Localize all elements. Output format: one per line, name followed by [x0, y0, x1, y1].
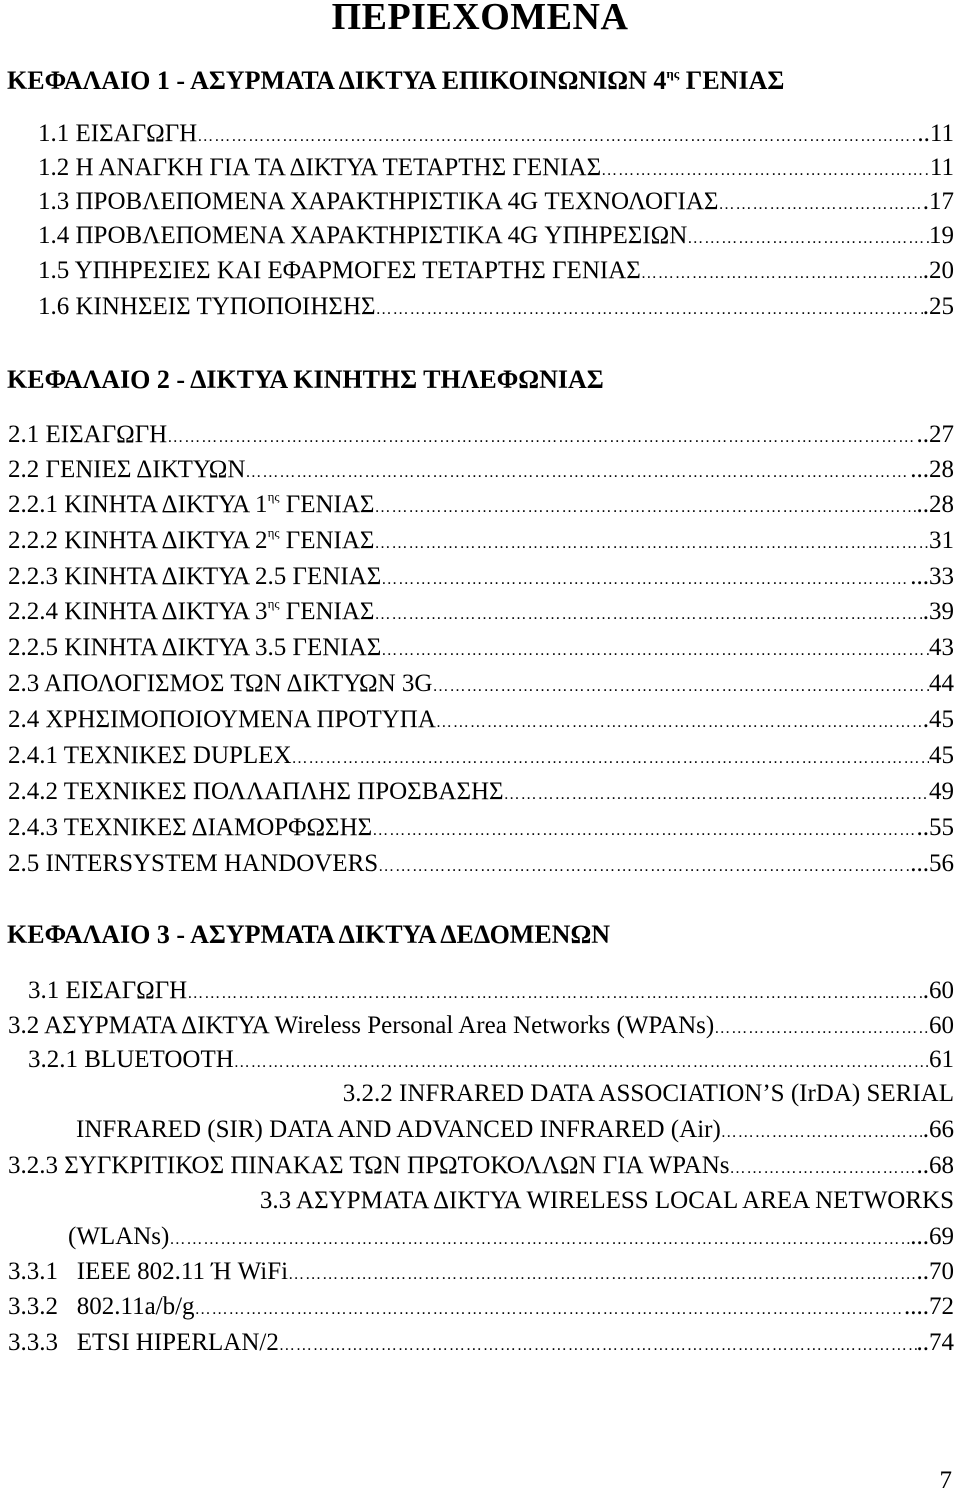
toc-entry[interactable]: 2.4.3 ΤΕΧΝΙΚΕΣ ΔΙΑΜΟΡΦΩΣΗΣ ………………………………………………………………………………………………………………………………………………… ..55 — [8, 813, 954, 843]
toc-entry[interactable]: 3.2.3 ΣΥΓΚΡΙΤΙΚΟΣ ΠΙΝΑΚΑΣ ΤΩΝ ΠΡΩΤΟΚΟΛΛΩΝ ΓΙΑ WPANs ………………………………………………………………………………………………………………………………………………… ..68 — [8, 1151, 954, 1181]
dot-leader — [721, 1118, 923, 1148]
dot-leader — [381, 565, 910, 595]
dot-leader — [714, 1014, 929, 1044]
dot-leader — [504, 780, 929, 810]
toc-entry[interactable]: 2.4 ΧΡΗΣΙΜΟΠΟΙΟΥΜΕΝΑ ΠΡΟΤΥΠΑ ………………………………………………………………………………………………………………………………………………… .45 — [8, 705, 954, 735]
dot-leader — [234, 1048, 929, 1078]
dot-leader — [374, 600, 922, 630]
toc-entry[interactable]: 3.3.3 ETSI HIPERLAN/2 ………………………………………………………………………………………………………………………………………………… ..74 — [8, 1328, 954, 1358]
dot-leader — [436, 708, 923, 738]
toc-entry[interactable]: 2.2 ΓΕΝΙΕΣ ΔΙΚΤΥΩΝ ………………………………………………………………………………………………………………………………………………… ...28 — [8, 455, 954, 485]
toc-entry[interactable]: 2.2.1 ΚΙΝΗΤΑ ΔΙΚΤΥΑ $1^{\eta\varsigma}$ ΓΕΝΙΑΣ ………………………………………………………………………………………………………………………………………………… ..28 — [8, 490, 954, 520]
dot-leader — [718, 190, 922, 220]
dot-leader — [288, 1260, 916, 1290]
dot-leader — [279, 1331, 917, 1361]
dot-leader — [378, 852, 910, 882]
toc-entry[interactable]: 2.4.1 ΤΕΧΝΙΚΕΣ DUPLEX ………………………………………………………………………………………………………………………………………………… 45 — [8, 741, 954, 771]
toc-entry[interactable]: 2.2.5 ΚΙΝΗΤΑ ΔΙΚΤΥΑ 3.5 ΓΕΝΙΑΣ ………………………………………………………………………………………………………………………………………………… 43 — [8, 633, 954, 663]
dot-leader — [730, 1154, 917, 1184]
dot-leader — [381, 636, 929, 666]
dot-leader — [372, 816, 916, 846]
dot-leader — [167, 423, 916, 453]
dot-leader — [187, 979, 923, 1009]
dot-leader — [376, 295, 923, 325]
toc-entry[interactable]: 3.2 ΑΣΥΡΜΑΤΑ ΔΙΚΤΥΑ Wireless Personal Area Networks (WPANs) ………………………………………………………………………………………………………………………………………………… 60 — [8, 1011, 954, 1041]
dot-leader — [601, 156, 930, 186]
toc-entry[interactable]: 1.3 ΠΡΟΒΛΕΠΟΜΕΝΑ ΧΑΡΑΚΤΗΡΙΣΤΙΚΑ 4G ΤΕΧΝΟΛΟΓΙΑΣ ………………………………………………………………………………………………………………………………………………… .17 — [38, 187, 954, 217]
page-title: ΠΕΡΙΕΧΟΜΕΝΑ — [331, 0, 629, 38]
dot-leader — [245, 458, 910, 488]
dot-leader — [432, 672, 929, 702]
toc-entry[interactable]: 3.3.2 802.11a/b/g ………………………………………………………………………………………………………………………………………………… ....72 — [8, 1292, 954, 1322]
toc-entry[interactable]: 2.1 ΕΙΣΑΓΩΓΗ ………………………………………………………………………………………………………………………………………………… ..27 — [8, 420, 954, 450]
toc-entry[interactable]: 2.3 ΑΠΟΛΟΓΙΣΜΟΣ ΤΩΝ ΔΙΚΤΥΩΝ 3G ………………………………………………………………………………………………………………………………………………… 44 — [8, 669, 954, 699]
toc-entry[interactable]: 1.6 ΚΙΝΗΣΕΙΣ ΤΥΠΟΠΟΙΗΣΗΣ ………………………………………………………………………………………………………………………………………………… .25 — [38, 292, 954, 322]
dot-leader — [687, 224, 929, 254]
toc-entry-wrapped-line[interactable]: 3.2.2 INFRARED DATA ASSOCIATION’S (IrDA) SERIAL — [342, 1080, 954, 1107]
chapter-heading-3: ΚΕΦΑΛΑΙΟ 3 - ΑΣΥΡΜΑΤΑ ΔΙΚΤΥΑ ΔΕΔΟΜΕΝΩΝ — [7, 920, 611, 949]
toc-entry[interactable]: 2.2.4 ΚΙΝΗΤΑ ΔΙΚΤΥΑ $3^{\eta\varsigma}$ ΓΕΝΙΑΣ ………………………………………………………………………………………………………………………………………………… .39 — [8, 597, 954, 627]
dot-leader — [169, 1225, 910, 1255]
toc-entry[interactable]: 2.2.3 ΚΙΝΗΤΑ ΔΙΚΤΥΑ 2.5 ΓΕΝΙΑΣ ………………………………………………………………………………………………………………………………………………… ...33 — [8, 562, 954, 592]
toc-entry[interactable]: 1.1 ΕΙΣΑΓΩΓΗ ………………………………………………………………………………………………………………………………………………… ..11 — [38, 119, 954, 149]
dot-leader — [292, 744, 929, 774]
chapter-heading-2: ΚΕΦΑΛΑΙΟ 2 - ΔΙΚΤΥΑ ΚΙΝΗΤΗΣ ΤΗΛΕΦΩΝΙΑΣ — [7, 365, 604, 394]
toc-entry[interactable]: 3.1 ΕΙΣΑΓΩΓΗ ………………………………………………………………………………………………………………………………………………… .60 — [28, 976, 954, 1006]
dot-leader — [641, 259, 923, 289]
toc-entry[interactable]: 3.3.1 IEEE 802.11 Ή WiFi ………………………………………………………………………………………………………………………………………………… ..70 — [8, 1257, 954, 1287]
toc-entry[interactable]: 1.2 Η ΑΝΑΓΚΗ ΓΙΑ ΤΑ ΔΙΚΤΥΑ ΤΕΤΑΡΤΗΣ ΓΕΝΙΑΣ ………………………………………………………………………………………………………………………………………………… 11 — [38, 153, 954, 183]
toc-entry[interactable]: 2.2.2 ΚΙΝΗΤΑ ΔΙΚΤΥΑ $2^{\eta\varsigma}$ ΓΕΝΙΑΣ ………………………………………………………………………………………………………………………………………………… 31 — [8, 526, 954, 556]
dot-leader — [374, 493, 916, 523]
toc-entry[interactable]: 1.5 ΥΠΗΡΕΣΙΕΣ ΚΑΙ ΕΦΑΡΜΟΓΕΣ ΤΕΤΑΡΤΗΣ ΓΕΝΙΑΣ ………………………………………………………………………………………………………………………………………………… .20 — [38, 256, 954, 286]
toc-entry-wrapped-line[interactable]: 3.3 ΑΣΥΡΜΑΤΑ ΔΙΚΤΥΑ WIRELESS LOCAL AREA NETWORKS — [259, 1187, 954, 1214]
toc-entry[interactable]: INFRARED (SIR) DATA AND ADVANCED INFRARED (Air) ………………………………………………………………………………………………………………………………………………… .66 — [76, 1115, 954, 1145]
toc-entry[interactable]: 1.4 ΠΡΟΒΛΕΠΟΜΕΝΑ ΧΑΡΑΚΤΗΡΙΣΤΙΚΑ 4G ΥΠΗΡΕΣΙΩΝ ………………………………………………………………………………………………………………………………………………… 19 — [38, 221, 954, 251]
toc-entry[interactable]: (WLANs) ………………………………………………………………………………………………………………………………………………… ...69 — [68, 1222, 954, 1252]
toc-entry[interactable]: 2.4.2 ΤΕΧΝΙΚΕΣ ΠΟΛΛΑΠΛΗΣ ΠΡΟΣΒΑΣΗΣ ………………………………………………………………………………………………………………………………………………… 49 — [8, 777, 954, 807]
chapter-heading-1: ΚΕΦΑΛΑΙΟ 1 - ΑΣΥΡΜΑΤΑ ΔΙΚΤΥΑ ΕΠΙΚΟΙΝΩΝΙΩΝ $4^{\eta\varsigma}$ ΓΕΝΙΑΣ — [7, 66, 785, 95]
dot-leader — [195, 1295, 904, 1325]
page-number: 7 — [939, 1467, 952, 1494]
dot-leader — [197, 122, 917, 152]
toc-entry[interactable]: 2.5 INTERSYSTEM HANDOVERS ………………………………………………………………………………………………………………………………………………… ...56 — [8, 849, 954, 879]
toc-entry[interactable]: 3.2.1 BLUETOOTH ………………………………………………………………………………………………………………………………………………… 61 — [28, 1045, 954, 1075]
dot-leader — [374, 529, 929, 559]
